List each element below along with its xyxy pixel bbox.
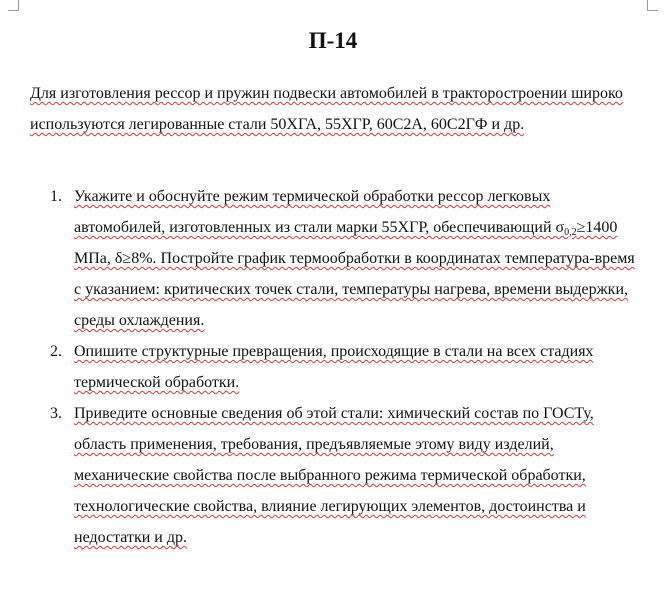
task-text-part: ≥1400 МПа, δ≥8%. Постройте график термообработки в координатах температура-время с указанием: критических точек стали, температуры нагрева, времени выдержки, среды охлаждения. <box>74 219 635 329</box>
task-number: 2. <box>50 343 62 360</box>
task-text <box>74 188 635 329</box>
intro-text: Для изготовления рессор и пружин подвески автомобилей в тракторостроении широко используются легированные стали 50ХГА, 55ХГР, 60С2А, 60С2ГФ и др. <box>30 85 623 133</box>
intro-paragraph <box>30 78 640 140</box>
task-item-2 <box>30 336 640 398</box>
page-corner-mark-right <box>647 0 658 11</box>
page-corner-mark-left <box>8 0 19 11</box>
task-number: 3. <box>50 405 62 422</box>
task-number: 1. <box>50 188 62 205</box>
task-text: Приведите основные сведения об этой стали: химический состав по ГОСТу, область применения, требования, предъявляемые этому виду изделий, механические свойства после выбранного режима термической обработки, технологические свойства, влияние легирующих элементов, достоинства и недостатки и др. <box>74 405 594 546</box>
task-item-1 <box>30 181 640 336</box>
task-list <box>30 181 640 553</box>
task-item-3 <box>30 398 640 553</box>
page-title: П-14 <box>308 28 358 53</box>
sigma-subscript: 0,2 <box>564 227 577 238</box>
task-text: Опишите структурные превращения, происходящие в стали на всех стадиях термической обработки. <box>74 343 594 391</box>
task-text-part: Укажите и обоснуйте режим термической обработки рессор легковых автомобилей, изготовленных из стали марки 55ХГР, обеспечивающий σ <box>74 188 565 236</box>
